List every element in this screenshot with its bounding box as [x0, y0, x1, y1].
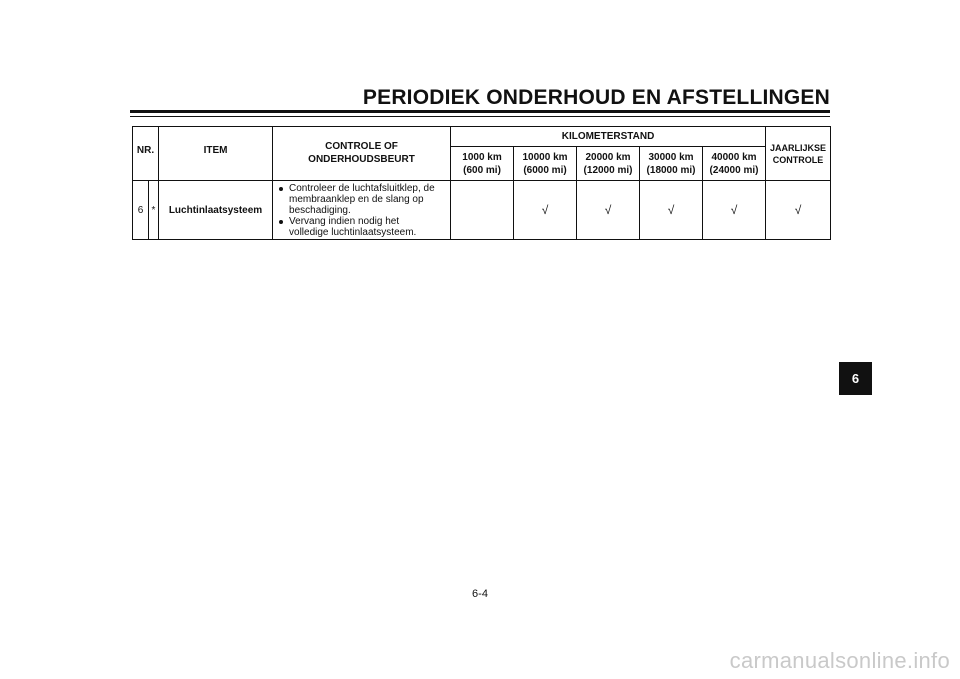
header-annual-line1: JAARLIJKSE — [770, 142, 827, 153]
check-annual: √ — [766, 181, 831, 240]
km-label: 40000 km — [711, 151, 757, 163]
title-rule-thin — [130, 116, 830, 117]
table-header-row — [133, 127, 831, 147]
row-item: Luchtinlaatsysteem — [159, 181, 273, 240]
header-km-10000 — [514, 147, 577, 181]
header-annual-line2: CONTROLE — [772, 154, 824, 165]
chapter-tab: 6 — [839, 362, 872, 395]
mi-label: (24000 mi) — [709, 164, 759, 176]
km-label: 20000 km — [585, 151, 631, 163]
table-row — [133, 181, 831, 240]
bullet-line: volledige luchtinlaatsysteem. — [289, 226, 417, 238]
bullet-line: Vervang indien nodig het — [289, 215, 400, 227]
header-nr: NR. — [133, 127, 159, 181]
check-40000: √ — [703, 181, 766, 240]
km-label: 30000 km — [648, 151, 694, 163]
mi-label: (12000 mi) — [583, 164, 633, 176]
header-control — [273, 127, 451, 181]
maintenance-table — [132, 126, 831, 240]
header-control-line1: CONTROLE OF — [325, 141, 398, 152]
description-bullet — [289, 216, 450, 238]
header-item: ITEM — [159, 127, 273, 181]
row-nr: 6 — [133, 181, 149, 240]
watermark: carmanualsonline.info — [729, 648, 950, 673]
header-km-40000 — [703, 147, 766, 181]
check-30000: √ — [640, 181, 703, 240]
mi-label: (18000 mi) — [646, 164, 696, 176]
description-bullet — [289, 183, 450, 216]
bullet-line: Controleer de luchtafsluitklep, de — [289, 182, 435, 194]
header-km-1000 — [451, 147, 514, 181]
title-rule-thick — [130, 110, 830, 113]
km-label: 1000 km — [462, 151, 502, 163]
header-km-20000 — [577, 147, 640, 181]
row-mark: * — [149, 181, 159, 240]
bullet-line: membraanklep en de slang op — [289, 193, 424, 205]
header-km-30000 — [640, 147, 703, 181]
row-description — [273, 181, 451, 240]
check-20000: √ — [577, 181, 640, 240]
header-km-group: KILOMETERSTAND — [451, 127, 766, 147]
mi-label: (6000 mi) — [523, 164, 567, 176]
header-control-line2: ONDERHOUDSBEURT — [308, 154, 415, 165]
km-label: 10000 km — [522, 151, 568, 163]
mi-label: (600 mi) — [463, 164, 501, 176]
header-annual — [766, 127, 831, 181]
bullet-line: beschadiging. — [289, 204, 351, 216]
page-title: PERIODIEK ONDERHOUD EN AFSTELLINGEN — [362, 86, 830, 109]
page-number: 6-4 — [472, 588, 488, 600]
check-1000 — [451, 181, 514, 240]
check-10000: √ — [514, 181, 577, 240]
